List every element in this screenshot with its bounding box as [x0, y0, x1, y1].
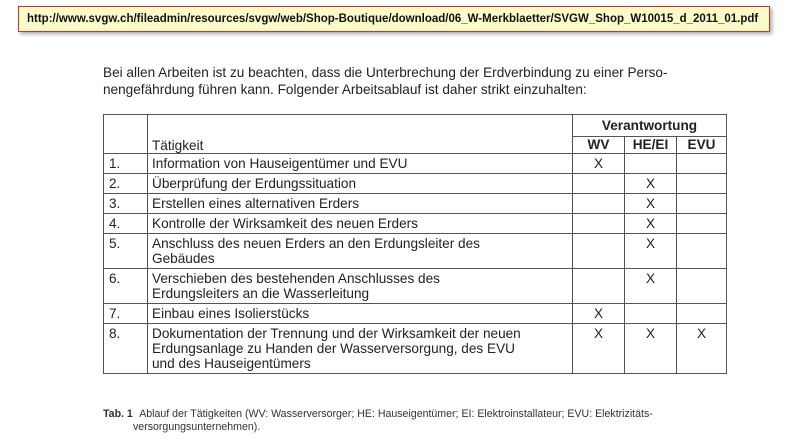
row-number: 6.: [104, 269, 148, 304]
mark-evu: [677, 174, 727, 194]
row-number: 4.: [104, 214, 148, 234]
task-line: Gebäudes: [152, 251, 215, 266]
mark-wv: X: [573, 304, 625, 324]
mark-he-ei: [625, 154, 677, 174]
task-text: [148, 324, 573, 374]
mark-wv: [573, 269, 625, 304]
caption-line-1: Ablauf der Tätigkeiten (WV: Wasserversorger; HE: Hauseigentümer; EI: Elektroinstallateur; EVU: Elektrizitäts-: [139, 408, 653, 420]
table-row: [104, 194, 727, 214]
task-line: Überprüfung der Erdungssituation: [152, 176, 357, 191]
task-line: Einbau eines Isolierstücks: [152, 306, 310, 321]
task-line: Kontrolle der Wirksamkeit des neuen Erders: [152, 216, 418, 231]
caption-label: Tab. 1: [103, 408, 133, 420]
mark-evu: X: [677, 324, 727, 374]
task-responsibility-table: [103, 114, 727, 374]
mark-wv: X: [573, 324, 625, 374]
row-number: 1.: [104, 154, 148, 174]
intro-paragraph: [103, 64, 743, 98]
task-text: [148, 269, 573, 304]
mark-evu: [677, 154, 727, 174]
mark-he-ei: X: [625, 214, 677, 234]
task-header: Tätigkeit: [148, 115, 573, 154]
source-url: http://www.svgw.ch/fileadmin/resources/svgw/web/Shop-Boutique/download/06_W-Merkblaetter/SVGW_Shop_W10015_d_2011_01.pdf: [27, 13, 759, 25]
mark-he-ei: [625, 304, 677, 324]
row-number: 8.: [104, 324, 148, 374]
intro-line-2: nengefährdung führen kann. Folgender Arbeitsablauf ist daher strikt einzuhalten:: [103, 82, 587, 97]
task-line: Information von Hauseigentümer und EVU: [152, 156, 408, 171]
task-line: und des Hauseigentümers: [152, 356, 311, 371]
source-url-banner: [18, 6, 770, 32]
task-text: [148, 214, 573, 234]
mark-he-ei: X: [625, 234, 677, 269]
column-header-wv: WV: [573, 137, 625, 154]
intro-line-1: Bei allen Arbeiten ist zu beachten, dass die Unterbrechung der Erdverbindung zu einer Perso-: [103, 65, 668, 80]
table-row: [104, 154, 727, 174]
task-text: [148, 154, 573, 174]
task-text: [148, 174, 573, 194]
caption-line-2: versorgungsunternehmen).: [133, 421, 261, 433]
table-row: [104, 304, 727, 324]
mark-he-ei: X: [625, 324, 677, 374]
mark-wv: [573, 234, 625, 269]
mark-evu: [677, 269, 727, 304]
task-text: [148, 194, 573, 214]
table-row: [104, 324, 727, 374]
mark-evu: [677, 304, 727, 324]
column-header-evu: EVU: [677, 137, 727, 154]
task-line: Erdungsleiters an die Wasserleitung: [152, 286, 370, 301]
mark-evu: [677, 214, 727, 234]
number-header-cell: [104, 115, 148, 154]
task-line: Erdungsanlage zu Handen der Wasserversorgung, des EVU: [152, 341, 515, 356]
mark-he-ei: X: [625, 269, 677, 304]
mark-wv: [573, 214, 625, 234]
mark-he-ei: X: [625, 194, 677, 214]
task-line: Verschieben des bestehenden Anschlusses des: [152, 271, 440, 286]
row-number: 7.: [104, 304, 148, 324]
column-header-he-ei: HE/EI: [625, 137, 677, 154]
row-number: 3.: [104, 194, 148, 214]
table-row: [104, 269, 727, 304]
row-number: 5.: [104, 234, 148, 269]
task-text: [148, 234, 573, 269]
table-row: [104, 234, 727, 269]
task-line: Anschluss des neuen Erders an den Erdungsleiter des: [152, 236, 480, 251]
mark-wv: [573, 194, 625, 214]
responsibility-header: Verantwortung: [573, 115, 727, 137]
mark-evu: [677, 194, 727, 214]
task-line: Erstellen eines alternativen Erders: [152, 196, 360, 211]
table-caption: [103, 408, 743, 434]
row-number: 2.: [104, 174, 148, 194]
mark-wv: X: [573, 154, 625, 174]
mark-wv: [573, 174, 625, 194]
mark-he-ei: X: [625, 174, 677, 194]
table-row: [104, 214, 727, 234]
task-line: Dokumentation der Trennung und der Wirksamkeit der neuen: [152, 326, 521, 341]
task-text: [148, 304, 573, 324]
mark-evu: [677, 234, 727, 269]
table-row: [104, 174, 727, 194]
